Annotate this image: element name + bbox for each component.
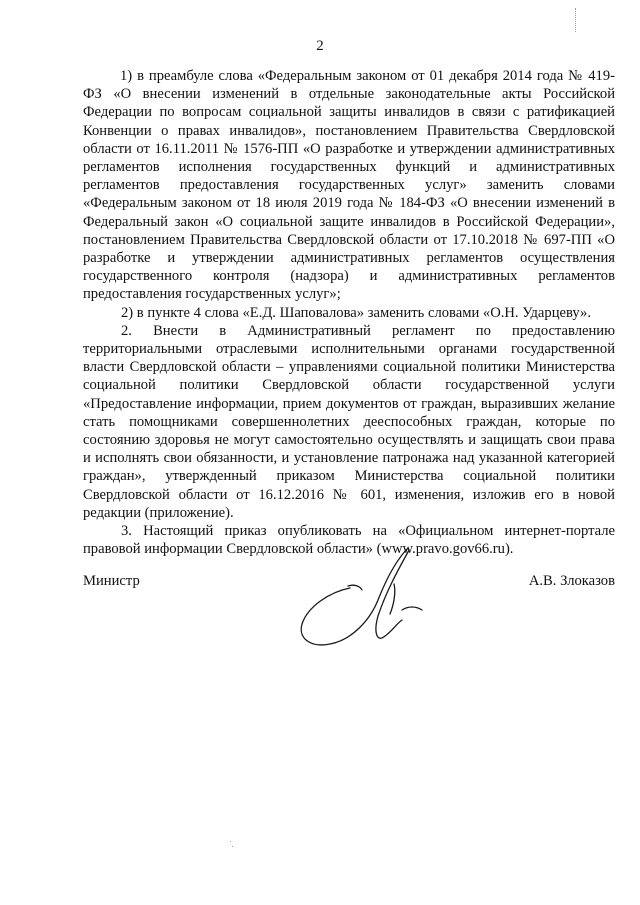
- paragraph-publication: 3. Настоящий приказ опубликовать на «Официальном интернет-портале правовой информации Свердловской области» (www.pravo.gov66.ru).: [83, 523, 615, 558]
- signatory-title: Министр: [83, 573, 140, 589]
- page-number: 2: [316, 38, 324, 54]
- paragraph-point-4-amendment: 2) в пункте 4 слова «Е.Д. Шаповалова» заменить словами «О.Н. Ударцеву».: [121, 304, 591, 321]
- document-body: [83, 67, 615, 558]
- scan-speck: [232, 846, 233, 847]
- paragraph-regulation-changes: 2. Внести в Административный регламент по предоставлению территориальными отраслевыми исполнительными органами государственной власти Свердловской области – управлениями социальной политики Министерства социальной политики Свердловской области государственной услуги «Предоставление информации, прием документов от граждан, выразивших желание стать помощниками совершеннолетних дееспособных граждан, которые по состоянию здоровья не могут самостоятельно осуществлять и защищать свои права и исполнять свои обязанности, и установление патронажа над указанной категорией граждан», утвержденный приказом Министерства социальной политики Свердловской области от 16.12.2016 № 601, изменения, изложив его в новой редакции (приложение).: [83, 322, 615, 521]
- handwritten-signature: [290, 540, 430, 660]
- paragraph-preamble-amendment: 1) в преамбуле слова «Федеральным законом от 01 декабря 2014 года № 419-ФЗ «О внесении изменений в отдельные законодательные акты Российской Федерации по вопросам социальной защиты инвалидов в связи с ратификацией Конвенции о правах инвалидов», постановлением Правительства Свердловской области от 16.11.2011 № 1576-ПП «О разработке и утверждении административных регламентов исполнения государственных функций и административных регламентов предоставления государственных услуг» заменить словами «Федеральным законом от 18 июля 2019 года № 184-ФЗ «О внесении изменений в Федеральный закон «О социальной защите инвалидов в Российской Федерации», постановлением Правительства Свердловской области от 17.10.2018 № 697-ПП «О разработке и утверждении административных регламентов осуществления государственного контроля (надзора) и административных регламентов предоставления государственных услуг»;: [83, 68, 615, 303]
- signatory-name: А.В. Злоказов: [528, 573, 615, 589]
- margin-mark: [575, 8, 578, 32]
- scan-speck: [230, 841, 231, 842]
